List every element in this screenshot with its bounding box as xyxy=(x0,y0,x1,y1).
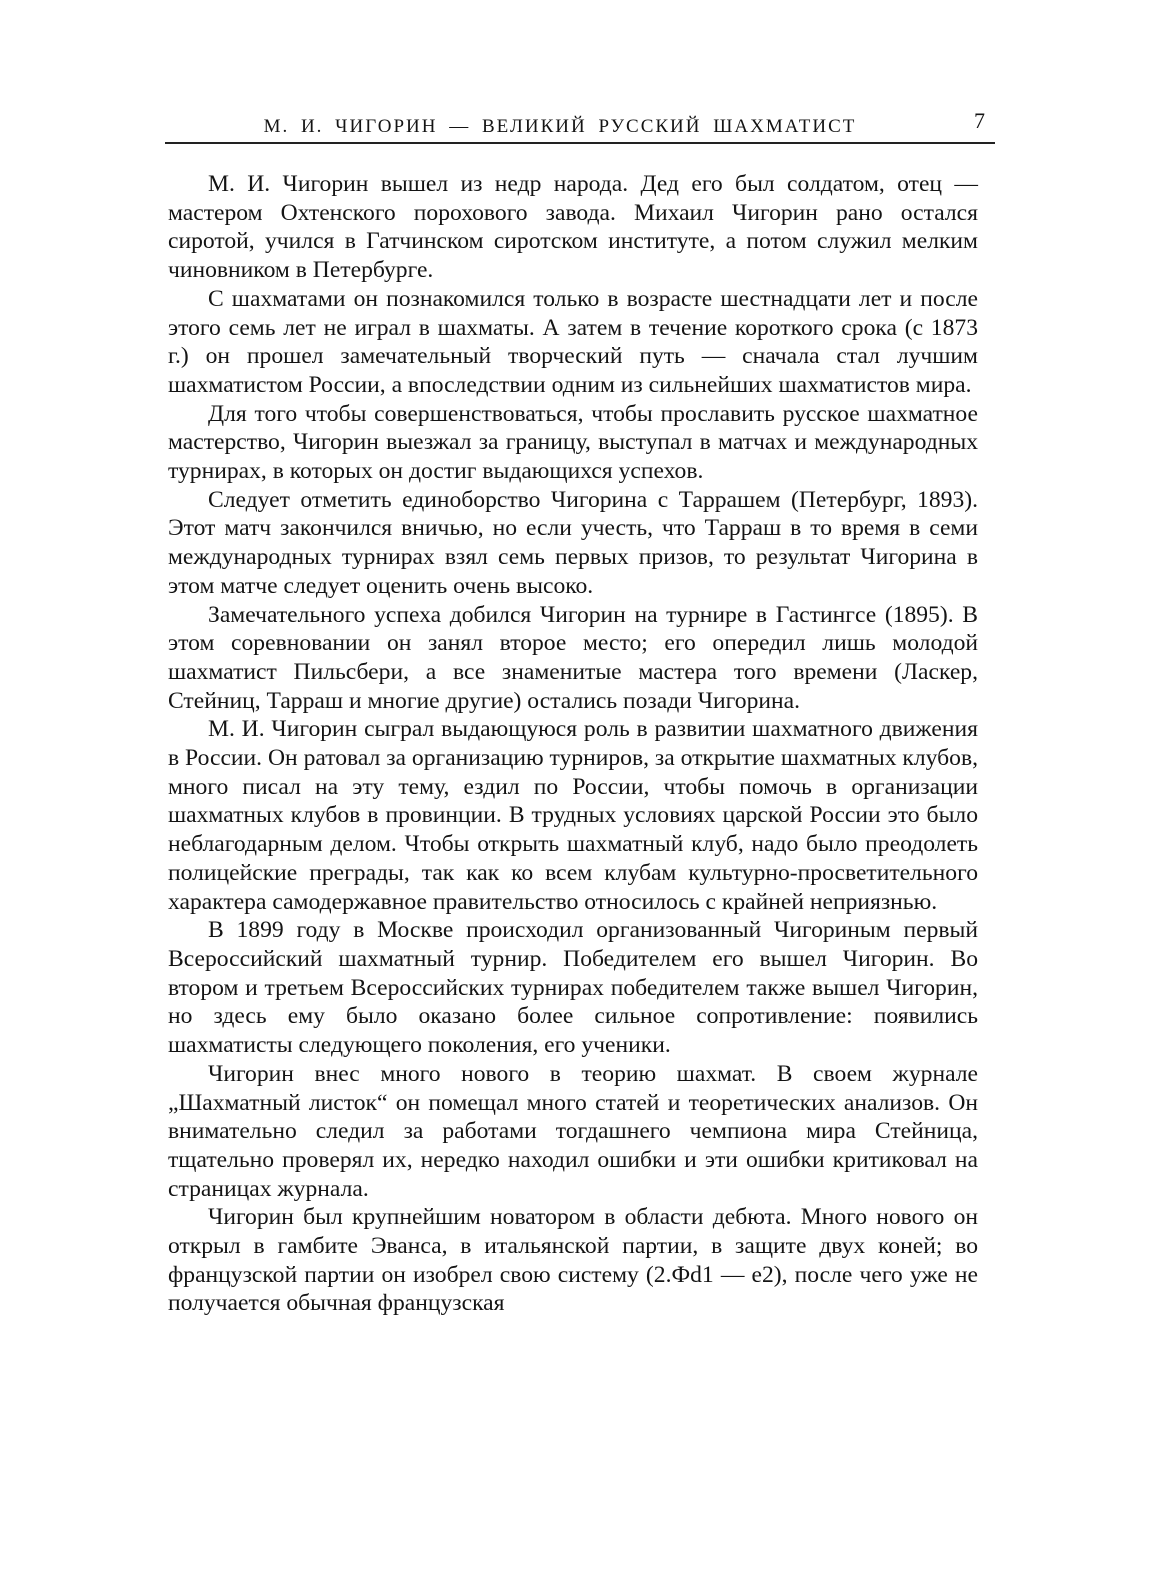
body-text xyxy=(168,170,978,1318)
paragraph: С шахматами он познакомился только в возрасте шестнадцати лет и после этого семь лет не играл в шахматы. А затем в течение короткого срока (с 1873 г.) он прошел замечательный творческий путь — сначала стал лучшим шахматистом России, а впоследствии одним из сильнейших шахматистов мира. xyxy=(168,285,978,398)
paragraph: Чигорин внес много нового в теорию шахмат. В своем журнале „Шахматный листок“ он помещал много статей и теоретических анализов. Он внимательно следил за работами тогдашнего чемпиона мира Стейница, тщательно проверял их, нередко находил ошибки и эти ошибки критиковал на страницах журнала. xyxy=(168,1060,978,1202)
paragraph: Следует отметить единоборство Чигорина с Таррашем (Петербург, 1893). Этот матч закончился вничью, но если учесть, что Тарраш в то время в семи международных турнирах взял семь первых призов, то результат Чигорина в этом матче следует оценить очень высоко. xyxy=(168,486,978,599)
page-number: 7 xyxy=(974,108,985,133)
paragraph: В 1899 году в Москве происходил организованный Чигориным первый Всероссийский шахматный турнир. Победителем его вышел Чигорин. Во втором и третьем Всероссийских турнирах победителем также вышел Чигорин, но здесь ему было оказано более сильное сопротивление: появились шахматисты следующего поколения, его ученики. xyxy=(168,917,978,1059)
running-header xyxy=(165,106,995,144)
paragraph: Для того чтобы совершенствоваться, чтобы прославить русское шахматное мастерство, Чигорин выезжал за границу, выступал в матчах и международных турнирах, в которых он достиг выдающихся успехов. xyxy=(168,400,978,485)
paragraph: М. И. Чигорин сыграл выдающуюся роль в развитии шахматного движения в России. Он ратовал за организацию турниров, за открытие шахматных клубов, много писал на эту тему, ездил по России, чтобы помочь в организации шахматных клубов в провинции. В трудных условиях царской России это было неблагодарным делом. Чтобы открыть шахматный клуб, надо было преодолеть полицейские преграды, так как ко всем клубам культурно-просветительного характера самодержавное правительство относилось с крайней неприязнью. xyxy=(168,716,978,915)
paragraph: Чигорин был крупнейшим новатором в области дебюта. Много нового он открыл в гамбите Эванса, в итальянской партии, в защите двух коней; во французской партии он изобрел свою систему (2.Фd1 — e2), после чего уже не получается обычная французская xyxy=(168,1204,978,1317)
running-title: М. И. ЧИГОРИН — ВЕЛИКИЙ РУССКИЙ ШАХМАТИСТ xyxy=(263,116,857,137)
paragraph: Замечательного успеха добился Чигорин на турнире в Гастингсе (1895). В этом соревновании он занял второе место; его опередил лишь молодой шахматист Пильсбери, а все знаменитые мастера того времени (Ласкер, Стейниц, Тарраш и многие другие) остались позади Чигорина. xyxy=(168,601,978,714)
paragraph: М. И. Чигорин вышел из недр народа. Дед его был солдатом, отец — мастером Охтенского порохового завода. Михаил Чигорин рано остался сиротой, учился в Гатчинском сиротском институте, а потом служил мелким чиновником в Петербурге. xyxy=(168,171,978,284)
